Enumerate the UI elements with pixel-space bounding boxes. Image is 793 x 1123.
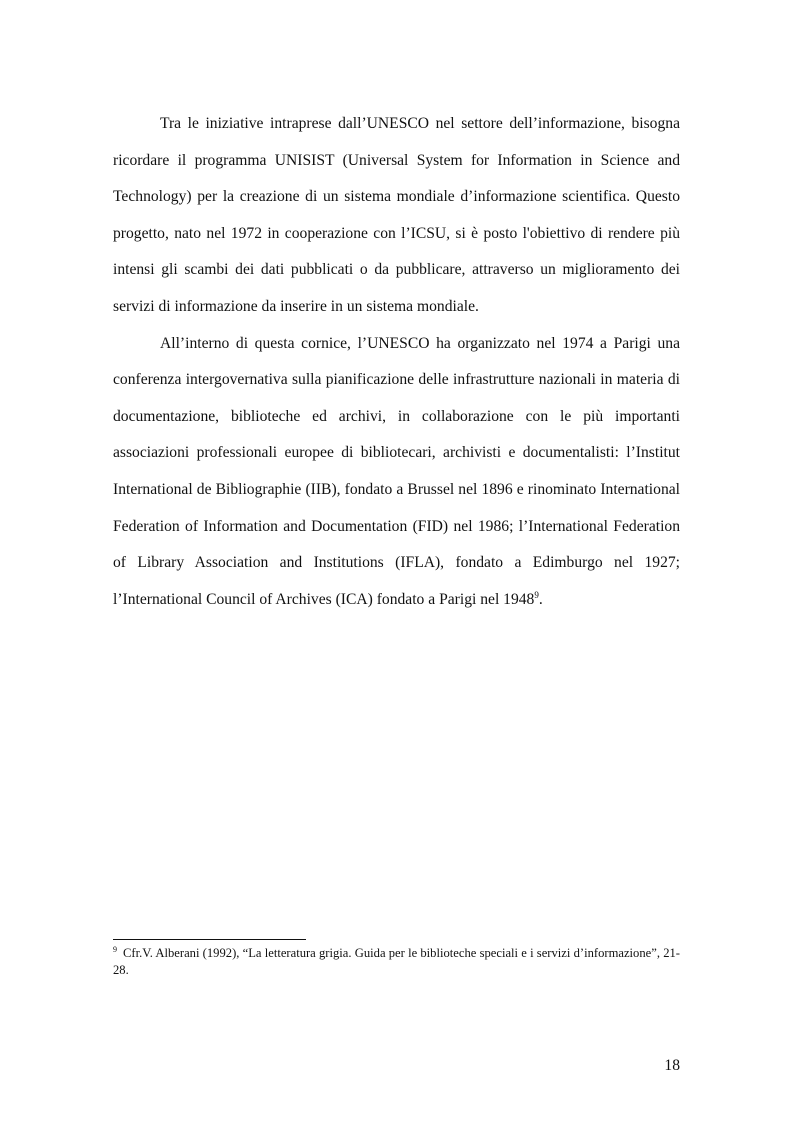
paragraph-1 xyxy=(113,106,680,326)
paragraph-2-end: . xyxy=(538,590,543,608)
body-text xyxy=(113,106,680,618)
paragraph-2-text: All’interno di questa cornice, l’UNESCO ha organizzato nel 1974 a Parigi una conferenza intergovernativa sulla pianificazione delle infrastrutture nazionali in materia di documentazione, biblioteche ed archivi, in collaborazione con le più importanti associazioni professionali europee di bibliotecari, archivisti e documentalisti: l’Institut International de Bibliographie (IIB), fondato a Brussel nel 1896 e rinominato International Federation of Information and Documentation (FID) nel 1986; l’International Federation of Library Association and Institutions (IFLA), fondato a Edimburgo nel 1927; l’International Council of Archives (ICA) fondato a Parigi nel 1948 xyxy=(113,334,680,608)
footnote xyxy=(113,945,680,978)
footnote-number: 9 xyxy=(113,945,117,954)
footnote-reference[interactable]: 9 xyxy=(534,589,539,600)
footnote-text: Cfr.V. Alberani (1992), “La letteratura grigia. Guida per le biblioteche speciali e i servizi d’informazione”, 21-28. xyxy=(113,946,680,977)
footnote-separator xyxy=(113,939,306,940)
page-number: 18 xyxy=(664,1057,680,1074)
paragraph-2 xyxy=(113,326,680,619)
paragraph-1-text: Tra le iniziative intraprese dall’UNESCO nel settore dell’informazione, bisogna ricordare il programma UNISIST (Universal System for Information in Science and Technology) per la creazione di un sistema mondiale d’informazione scientifica. Questo progetto, nato nel 1972 in cooperazione con l’ICSU, si è posto l'obiettivo di rendere più intensi gli scambi dei dati pubblicati o da pubblicare, attraverso un miglioramento dei servizi di informazione da inserire in un sistema mondiale. xyxy=(113,115,680,315)
